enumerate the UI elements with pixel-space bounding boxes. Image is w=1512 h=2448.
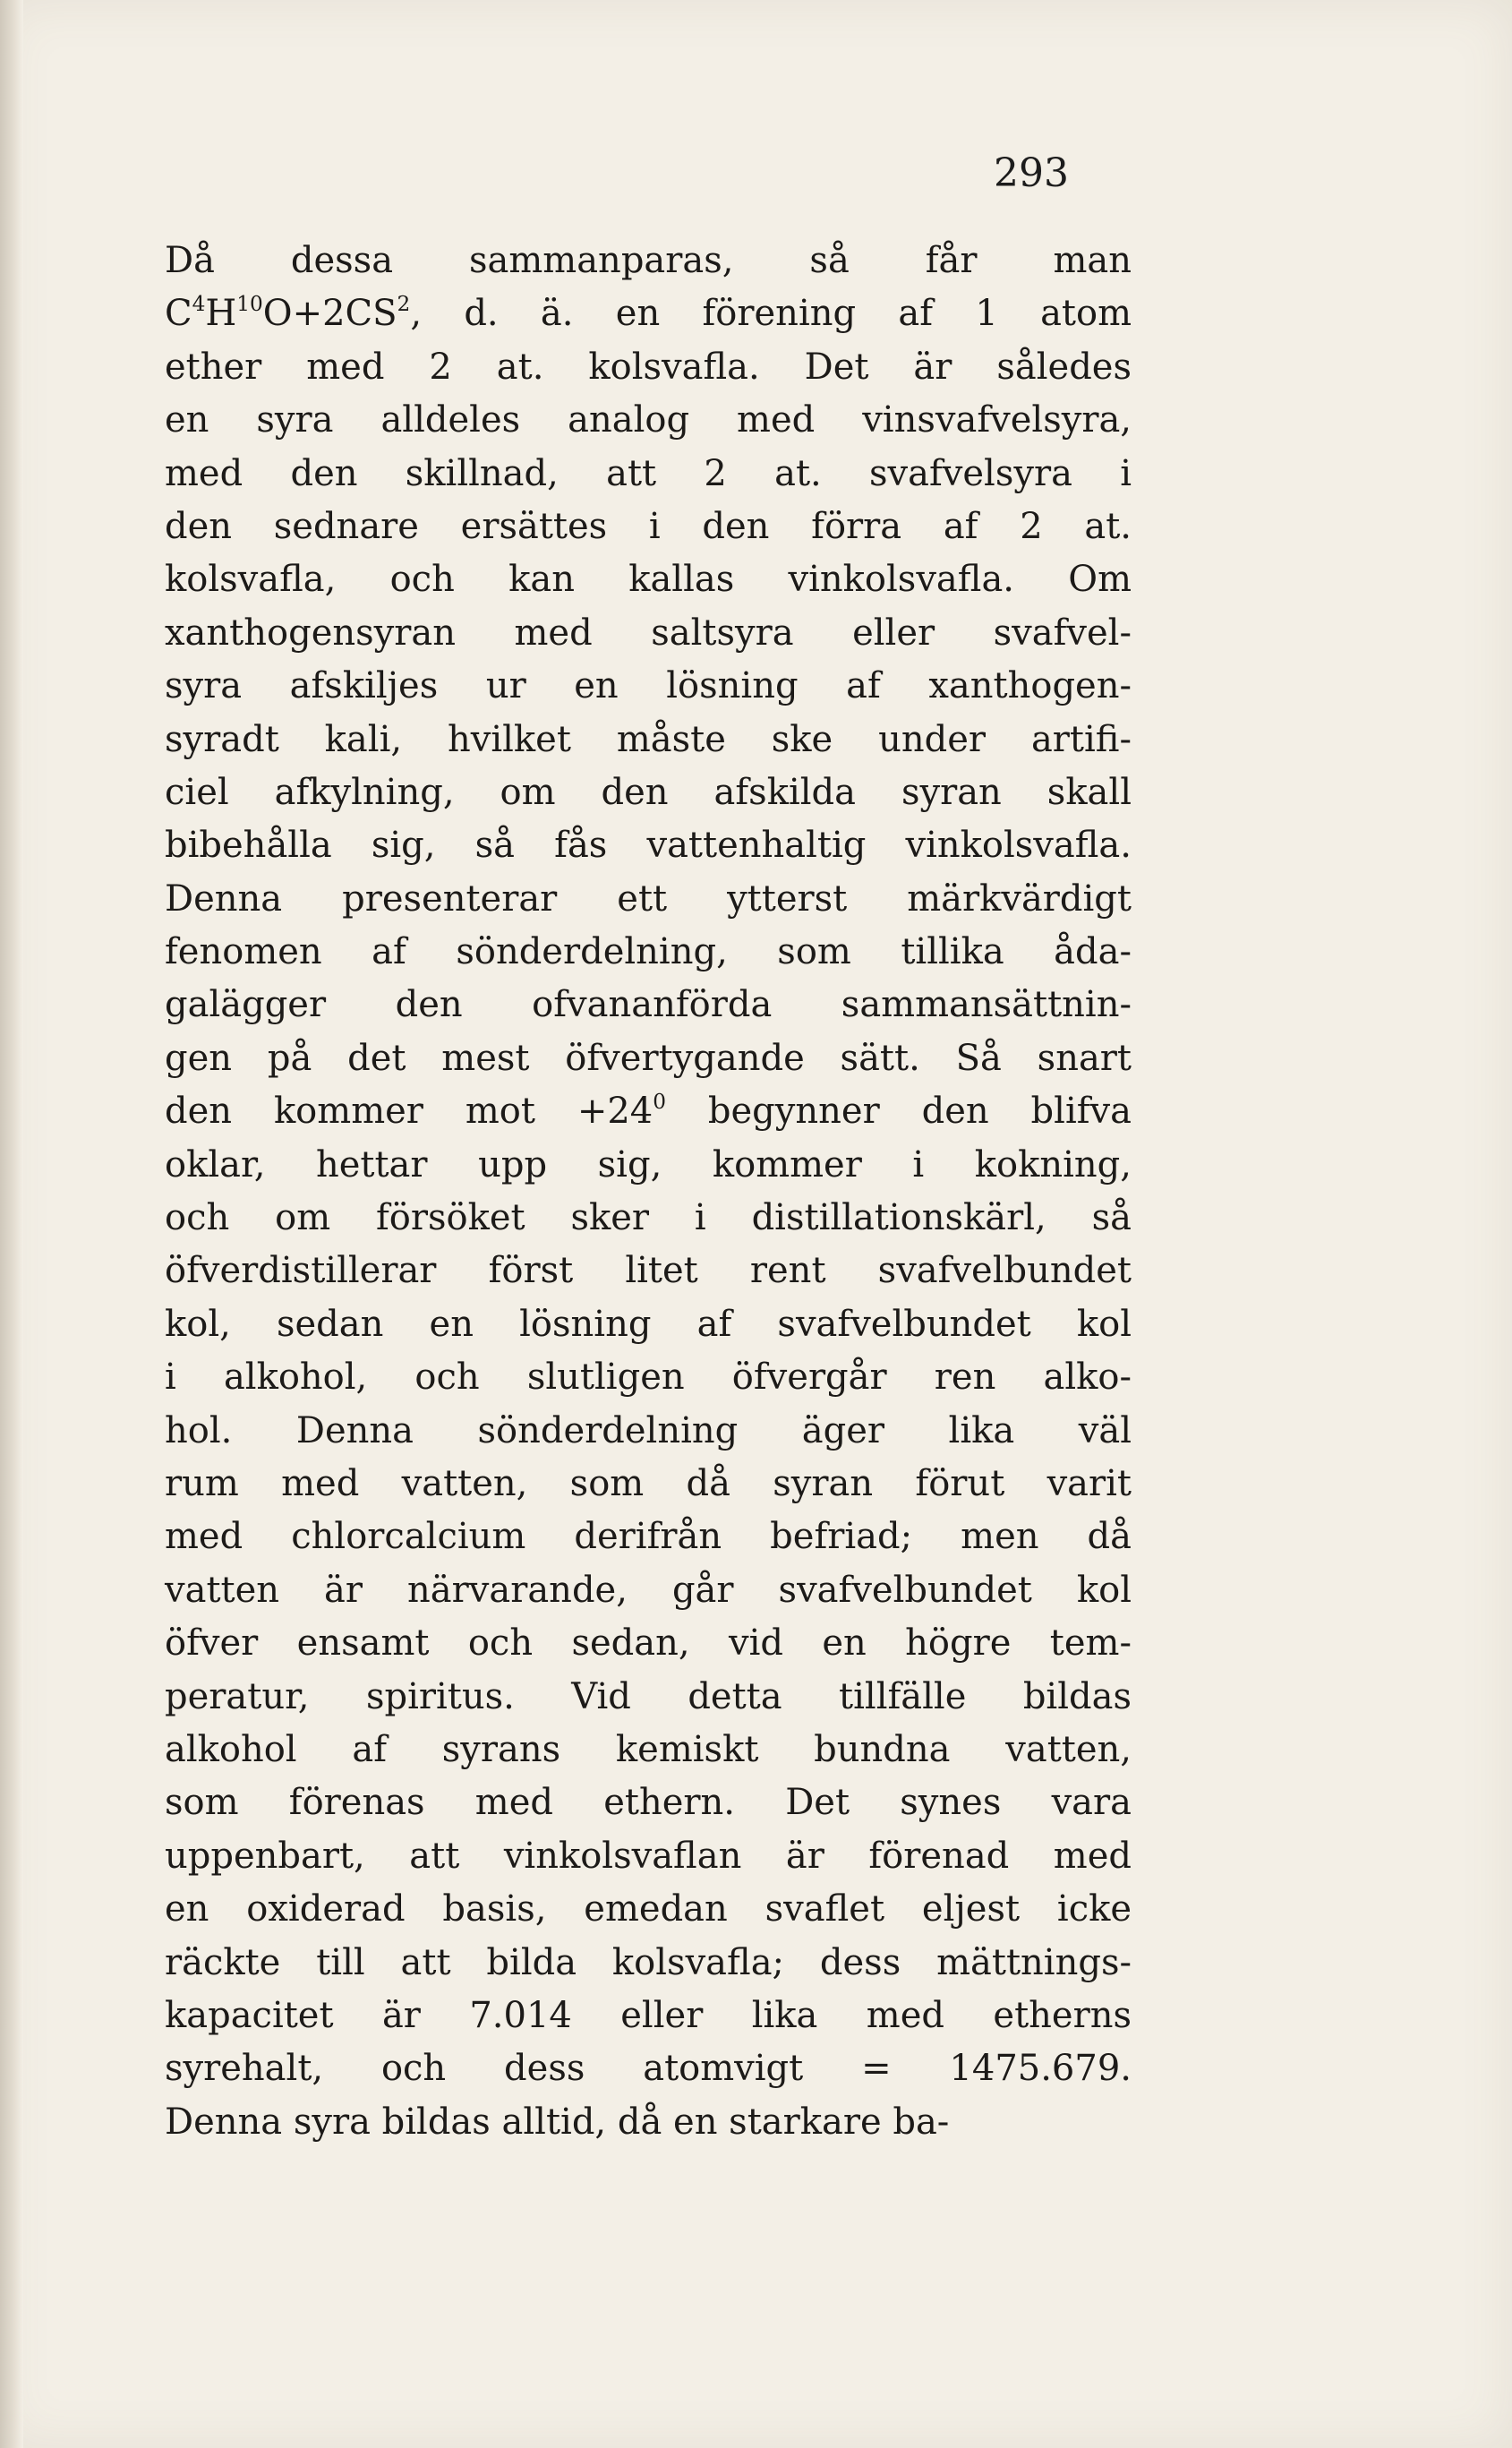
text-line: och om försöket sker i distillationskärl, så: [165, 1197, 1132, 1239]
page-number: 293: [994, 150, 1069, 196]
text-line: kolsvafla, och kan kallas vinkolsvafla. Om: [165, 559, 1132, 601]
text-line: Denna syra bildas alltid, då en starkare ba-: [165, 2101, 950, 2143]
text-line: i alkohol, och slutligen öfvergår ren alko-: [165, 1357, 1132, 1399]
text-line: öfver ensamt och sedan, vid en högre tem-: [165, 1622, 1132, 1665]
text-line: gen på det mest öfvertygande sätt. Så snart: [165, 1037, 1132, 1079]
text-line: galägger den ofvananförda sammansättnin-: [165, 984, 1132, 1026]
text-line: [165, 287, 1132, 340]
superscript: 2: [397, 292, 411, 317]
text-line: en syra alldeles analog med vinsvafvelsyra,: [165, 399, 1132, 441]
text-fragment: H: [205, 293, 237, 335]
text-fragment: begynner den blifva: [666, 1091, 1132, 1133]
text-fragment: C: [165, 293, 192, 335]
text-line: kol, sedan en lösning af svafvelbundet kol: [165, 1303, 1132, 1345]
text-line: räckte till att bilda kolsvafla; dess mättnings-: [165, 1941, 1132, 1983]
text-line: rum med vatten, som då syran förut varit: [165, 1462, 1132, 1504]
text-fragment: , d. ä. en förening af 1 atom: [410, 293, 1132, 335]
text-line: alkohol af syrans kemiskt bundna vatten,: [165, 1728, 1132, 1770]
text-line: oklar, hettar upp sig, kommer i kokning,: [165, 1143, 1132, 1185]
text-line: som förenas med ethern. Det synes vara: [165, 1782, 1132, 1824]
text-line: syrehalt, och dess atomvigt = 1475.679.: [165, 2048, 1132, 2090]
text-line: hol. Denna sönderdelning äger lika väl: [165, 1409, 1132, 1451]
text-line: ether med 2 at. kolsvafla. Det är således: [165, 346, 1132, 388]
text-line: syradt kali, hvilket måste ske under artifi-: [165, 718, 1132, 760]
superscript: 4: [192, 292, 206, 317]
text-line: syra afskiljes ur en lösning af xanthogen-: [165, 665, 1132, 707]
text-line: uppenbart, att vinkolsvaflan är förenad med: [165, 1835, 1132, 1877]
text-line: kapacitet är 7.014 eller lika med etherns: [165, 1994, 1132, 2036]
superscript: 10: [236, 292, 263, 317]
body-text: [165, 235, 1132, 2149]
text-line: Då dessa sammanparas, så får man: [165, 240, 1132, 281]
text-line: peratur, spiritus. Vid detta tillfälle bildas: [165, 1675, 1132, 1717]
page-binding-edge: [0, 0, 23, 2448]
text-line: en oxiderad basis, emedan svaflet eljest icke: [165, 1888, 1132, 1930]
text-fragment: den kommer mot +24: [165, 1091, 653, 1133]
text-fragment: O+2CS: [262, 293, 397, 335]
text-line: med chlorcalcium derifrån befriad; men då: [165, 1516, 1132, 1558]
text-line: [165, 1085, 1132, 1138]
text-line: ciel afkylning, om den afskilda syran skall: [165, 771, 1132, 813]
text-line: xanthogensyran med saltsyra eller svafvel-: [165, 612, 1132, 654]
superscript: 0: [653, 1090, 666, 1115]
text-line: Denna presenterar ett ytterst märkvärdigt: [165, 877, 1132, 920]
text-line: vatten är närvarande, går svafvelbundet kol: [165, 1569, 1132, 1611]
text-line: den sednare ersättes i den förra af 2 at.: [165, 505, 1132, 547]
text-line: öfverdistillerar först litet rent svafvelbundet: [165, 1250, 1132, 1292]
text-line: med den skillnad, att 2 at. svafvelsyra i: [165, 452, 1132, 494]
text-line: bibehålla sig, så fås vattenhaltig vinkolsvafla.: [165, 825, 1132, 867]
text-line: fenomen af sönderdelning, som tillika åda-: [165, 931, 1132, 973]
